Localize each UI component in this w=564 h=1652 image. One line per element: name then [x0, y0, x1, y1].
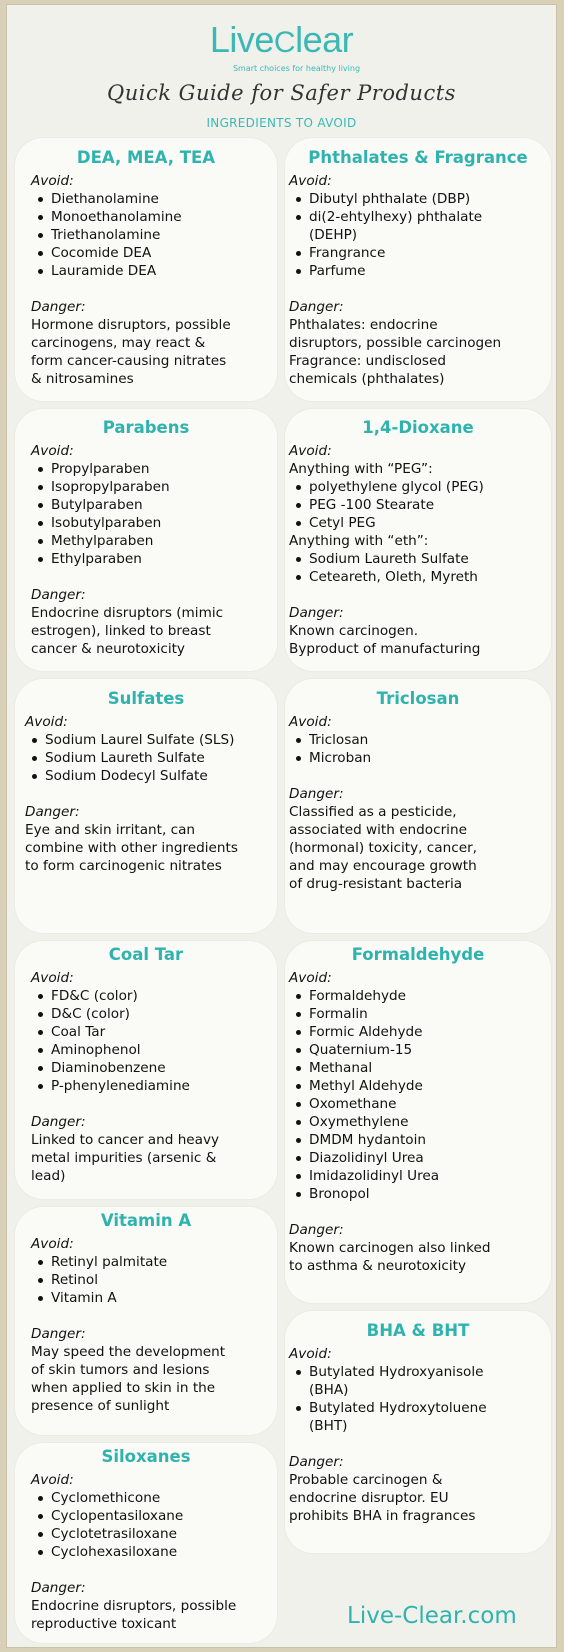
card-title: 1,4-Dioxane [362, 418, 474, 437]
danger-line: Byproduct of manufacturing [289, 641, 481, 657]
card-body [25, 713, 277, 875]
card-dioxane [285, 409, 551, 671]
card-title: Coal Tar [108, 945, 184, 964]
list-item: Propylparaben [31, 460, 277, 478]
card-siloxanes [15, 1443, 277, 1643]
card-title: Formaldehyde [351, 945, 485, 964]
peg-intro: Anything with “PEG”: [289, 461, 433, 477]
danger-text [289, 316, 551, 388]
header [7, 5, 556, 135]
list-item: Isopropylparaben [31, 478, 277, 496]
danger-line: endocrine disruptor. EU [289, 1490, 449, 1506]
danger-text [31, 1343, 277, 1415]
danger-label: Danger: [31, 1580, 86, 1596]
card-formaldehyde [285, 941, 551, 1303]
danger-line: Hormone disruptors, possible [31, 317, 231, 333]
danger-label: Danger: [289, 1222, 344, 1238]
list-item: Diethanolamine [31, 190, 277, 208]
list-item: Isobutylparaben [31, 514, 277, 532]
logo-text-live: Live [209, 19, 274, 60]
list-item: D&C (color) [31, 1005, 277, 1023]
danger-line: reproductive toxicant [31, 1616, 177, 1632]
danger-label: Danger: [289, 786, 344, 802]
card-body [289, 442, 551, 658]
danger-line: Fragrance: undisclosed [289, 353, 447, 369]
eth-intro: Anything with “eth”: [289, 533, 429, 549]
list-item: Sodium Dodecyl Sulfate [25, 767, 277, 785]
danger-line: metal impurities (arsenic & [31, 1150, 217, 1166]
avoid-label: Avoid: [289, 1346, 332, 1362]
list-item: Aminophenol [31, 1041, 277, 1059]
card-phthalates-fragrance [285, 138, 551, 401]
danger-label: Danger: [289, 299, 344, 315]
peg-list [289, 478, 551, 532]
danger-line: when applied to skin in the [31, 1380, 216, 1396]
list-item: Diaminobenzene [31, 1059, 277, 1077]
card-parabens [15, 409, 277, 671]
danger-text [31, 604, 277, 658]
avoid-label: Avoid: [289, 443, 332, 459]
leaf-icon: C [273, 26, 296, 59]
avoid-label: Avoid: [31, 443, 74, 459]
card-body [31, 1471, 277, 1633]
list-item: Vitamin A [31, 1289, 277, 1307]
danger-label: Danger: [25, 804, 80, 820]
card-coal-tar [15, 941, 277, 1199]
card-title: BHA & BHT [366, 1321, 470, 1340]
list-item: Triethanolamine [31, 226, 277, 244]
list-item: Parfume [289, 262, 551, 280]
card-dea-mea-tea [15, 138, 277, 401]
avoid-label: Avoid: [289, 970, 332, 986]
danger-line: chemicals (phthalates) [289, 371, 445, 387]
danger-line: Endocrine disruptors, possible [31, 1598, 237, 1614]
avoid-list [289, 731, 551, 767]
danger-line: Endocrine disruptors (mimic [31, 605, 224, 621]
list-item: Dibutyl phthalate (DBP) [289, 190, 551, 208]
card-vitamin-a [15, 1207, 277, 1435]
card-body [289, 969, 551, 1275]
list-item: PEG -100 Stearate [289, 496, 551, 514]
infographic-frame [6, 4, 557, 1648]
danger-line: combine with other ingredients [25, 840, 238, 856]
danger-label: Danger: [31, 587, 86, 603]
danger-line: disruptors, possible carcinogen [289, 335, 502, 351]
danger-line: Linked to cancer and heavy [31, 1132, 220, 1148]
card-title: Sulfates [107, 689, 185, 708]
card-title: DEA, MEA, TEA [76, 148, 216, 167]
card-title: Triclosan [376, 689, 460, 708]
danger-line: & nitrosamines [31, 371, 134, 387]
danger-line: Classified as a pesticide, [289, 804, 457, 820]
danger-line: prohibits BHA in fragrances [289, 1508, 476, 1524]
danger-line: Known carcinogen also linked [289, 1240, 491, 1256]
danger-text [31, 316, 277, 388]
tagline: Smart choices for healthy living [232, 64, 361, 73]
danger-line: May speed the development [31, 1344, 226, 1360]
avoid-list [31, 1253, 277, 1307]
danger-line: Phthalates: endocrine [289, 317, 438, 333]
danger-label: Danger: [31, 299, 86, 315]
footer-url[interactable]: Live-Clear.com [347, 1603, 517, 1629]
list-item: Retinol [31, 1271, 277, 1289]
danger-line: form cancer-causing nitrates [31, 353, 227, 369]
list-item: Formic Aldehyde [289, 1023, 551, 1041]
danger-line: estrogen), linked to breast [31, 623, 211, 639]
list-item: Cocomide DEA [31, 244, 277, 262]
danger-text [289, 803, 551, 893]
list-item: Frangrance [289, 244, 551, 262]
danger-label: Danger: [289, 605, 344, 621]
logo-text-clear: lear [295, 19, 354, 60]
page-subtitle: INGREDIENTS TO AVOID [206, 116, 357, 130]
card-body [289, 172, 551, 388]
danger-line: associated with endocrine [289, 822, 467, 838]
danger-text [289, 1471, 551, 1525]
list-item: Oxymethylene [289, 1113, 551, 1131]
danger-text [25, 821, 277, 875]
card-body [31, 969, 277, 1185]
list-item: Cyclomethicone [31, 1489, 277, 1507]
card-body [289, 713, 551, 893]
danger-line: presence of sunlight [31, 1398, 170, 1414]
danger-text [289, 1239, 551, 1275]
list-item: Methanal [289, 1059, 551, 1077]
avoid-list [31, 190, 277, 280]
avoid-label: Avoid: [289, 173, 332, 189]
danger-line: of drug-resistant bacteria [289, 876, 463, 892]
danger-line: carcinogens, may react & [31, 335, 206, 351]
danger-label: Danger: [31, 1114, 86, 1130]
list-item: Coal Tar [31, 1023, 277, 1041]
list-item: Cyclotetrasiloxane [31, 1525, 277, 1543]
danger-label: Danger: [289, 1454, 344, 1470]
danger-line: Eye and skin irritant, can [25, 822, 196, 838]
eth-list [289, 550, 551, 586]
avoid-label: Avoid: [25, 714, 68, 730]
avoid-list [289, 987, 551, 1203]
list-item: polyethylene glycol (PEG) [289, 478, 551, 496]
list-item: Cetyl PEG [289, 514, 551, 532]
list-item: Butylated Hydroxytoluene (BHT) [289, 1399, 524, 1435]
avoid-list [31, 460, 277, 568]
list-item: Cyclopentasiloxane [31, 1507, 277, 1525]
avoid-label: Avoid: [289, 714, 332, 730]
list-item: Sodium Laureth Sulfate [289, 550, 551, 568]
list-item: Ceteareth, Oleth, Myreth [289, 568, 551, 586]
card-body [289, 1345, 551, 1525]
avoid-list [31, 1489, 277, 1561]
danger-text [289, 622, 551, 658]
danger-line: Probable carcinogen & [289, 1472, 443, 1488]
danger-line: of skin tumors and lesions [31, 1362, 210, 1378]
danger-line: (hormonal) toxicity, cancer, [289, 840, 477, 856]
list-item: Imidazolidinyl Urea [289, 1167, 551, 1185]
danger-line: lead) [31, 1168, 66, 1184]
list-item: Cyclohexasiloxane [31, 1543, 277, 1561]
list-item: Sodium Laurel Sulfate (SLS) [25, 731, 277, 749]
card-bha-bht [285, 1311, 551, 1553]
logo [7, 19, 556, 61]
avoid-label: Avoid: [31, 1236, 74, 1252]
list-item: Butylparaben [31, 496, 277, 514]
page-title: Quick Guide for Safer Products [107, 81, 456, 105]
list-item: Quaternium-15 [289, 1041, 551, 1059]
list-item: Sodium Laureth Sulfate [25, 749, 277, 767]
card-title: Parabens [102, 418, 190, 437]
card-body [31, 1235, 277, 1415]
danger-label: Danger: [31, 1326, 86, 1342]
danger-line: to form carcinogenic nitrates [25, 858, 222, 874]
list-item: Butylated Hydroxyanisole (BHA) [289, 1363, 524, 1399]
avoid-label: Avoid: [31, 1472, 74, 1488]
danger-text [31, 1597, 277, 1633]
card-title: Phthalates & Fragrance [308, 148, 528, 167]
list-item: di(2-ehtylhexy) phthalate (DEHP) [289, 208, 519, 244]
list-item: Retinyl palmitate [31, 1253, 277, 1271]
card-title: Vitamin A [100, 1211, 192, 1230]
list-item: Oxomethane [289, 1095, 551, 1113]
avoid-list [289, 190, 551, 280]
list-item: Formalin [289, 1005, 551, 1023]
list-item: Bronopol [289, 1185, 551, 1203]
avoid-label: Avoid: [31, 173, 74, 189]
danger-line: cancer & neurotoxicity [31, 641, 185, 657]
avoid-list [25, 731, 277, 785]
danger-line: to asthma & neurotoxicity [289, 1258, 467, 1274]
list-item: P-phenylenediamine [31, 1077, 277, 1095]
list-item: Ethylparaben [31, 550, 277, 568]
card-body [31, 442, 277, 658]
list-item: Triclosan [289, 731, 551, 749]
list-item: Monoethanolamine [31, 208, 277, 226]
list-item: Methylparaben [31, 532, 277, 550]
card-body [31, 172, 277, 388]
card-triclosan [285, 679, 551, 933]
danger-text [31, 1131, 277, 1185]
avoid-label: Avoid: [31, 970, 74, 986]
list-item: DMDM hydantoin [289, 1131, 551, 1149]
list-item: Microban [289, 749, 551, 767]
card-sulfates [15, 679, 277, 933]
avoid-list [31, 987, 277, 1095]
danger-line: and may encourage growth [289, 858, 477, 874]
avoid-list [289, 1363, 551, 1435]
list-item: Diazolidinyl Urea [289, 1149, 551, 1167]
danger-line: Known carcinogen. [289, 623, 419, 639]
card-title: Siloxanes [101, 1447, 191, 1466]
list-item: Lauramide DEA [31, 262, 277, 280]
list-item: FD&C (color) [31, 987, 277, 1005]
list-item: Methyl Aldehyde [289, 1077, 551, 1095]
list-item: Formaldehyde [289, 987, 551, 1005]
